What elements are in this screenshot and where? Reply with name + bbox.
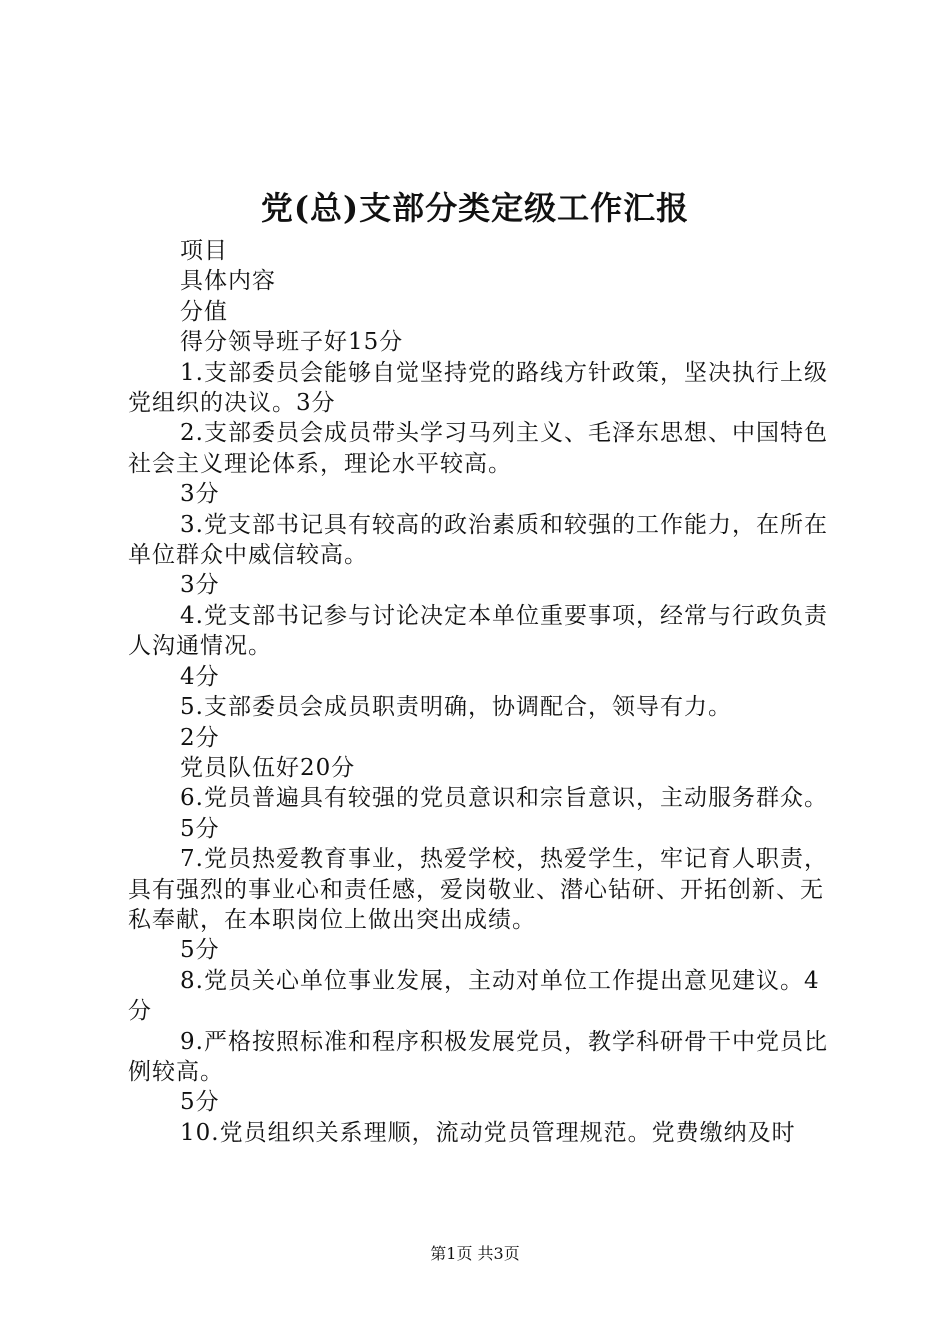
paragraph-11: 4分: [180, 663, 220, 690]
paragraph-3: 分值: [180, 298, 228, 325]
paragraph-7: 3分: [180, 481, 220, 508]
paragraph-12: 5.支部委员会成员职责明确，协调配合，领导有力。: [180, 694, 732, 721]
paragraph-21: 5分: [180, 1089, 220, 1116]
document-body: [128, 236, 834, 1148]
page-footer: 第1页 共3页: [430, 1244, 520, 1263]
paragraph-17: 7.党员热爱教育事业，热爱学校，热爱学生，牢记育人职责，具有强烈的事业心和责任感，爱岗敬业、潜心钻研、开拓创新、无私奉献，在本职岗位上做出突出成绩。: [128, 846, 828, 933]
paragraph-5: 1.支部委员会能够自觉坚持党的路线方针政策，坚决执行上级党组织的决议。3分: [128, 359, 828, 417]
paragraph-6: 2.支部委员会成员带头学习马列主义、毛泽东思想、中国特色社会主义理论体系，理论水平较高。: [128, 420, 828, 477]
paragraph-22: 10.党员组织关系理顺，流动党员管理规范。党费缴纳及时: [180, 1119, 796, 1146]
paragraph-20: 9.严格按照标准和程序积极发展党员，教学科研骨干中党员比例较高。: [128, 1028, 828, 1085]
paragraph-14: 党员队伍好20分: [180, 754, 356, 781]
paragraph-16: 5分: [180, 815, 220, 842]
paragraph-10: 4.党支部书记参与讨论决定本单位重要事项，经常与行政负责人沟通情况。: [128, 602, 828, 660]
paragraph-1: 项目: [180, 238, 228, 264]
paragraph-19: 8.党员关心单位事业发展，主动对单位工作提出意见建议。4分: [128, 967, 820, 1025]
paragraph-9: 3分: [180, 572, 220, 599]
paragraph-4: 得分领导班子好15分: [180, 329, 404, 356]
paragraph-2: 具体内容: [180, 268, 276, 295]
paragraph-15: 6.党员普遍具有较强的党员意识和宗旨意识，主动服务群众。: [180, 785, 828, 812]
paragraph-8: 3.党支部书记具有较高的政治素质和较强的工作能力，在所在单位群众中威信较高。: [128, 511, 828, 569]
document-title: 党(总)支部分类定级工作汇报: [260, 189, 690, 227]
paragraph-13: 2分: [180, 724, 220, 751]
paragraph-18: 5分: [180, 937, 220, 964]
